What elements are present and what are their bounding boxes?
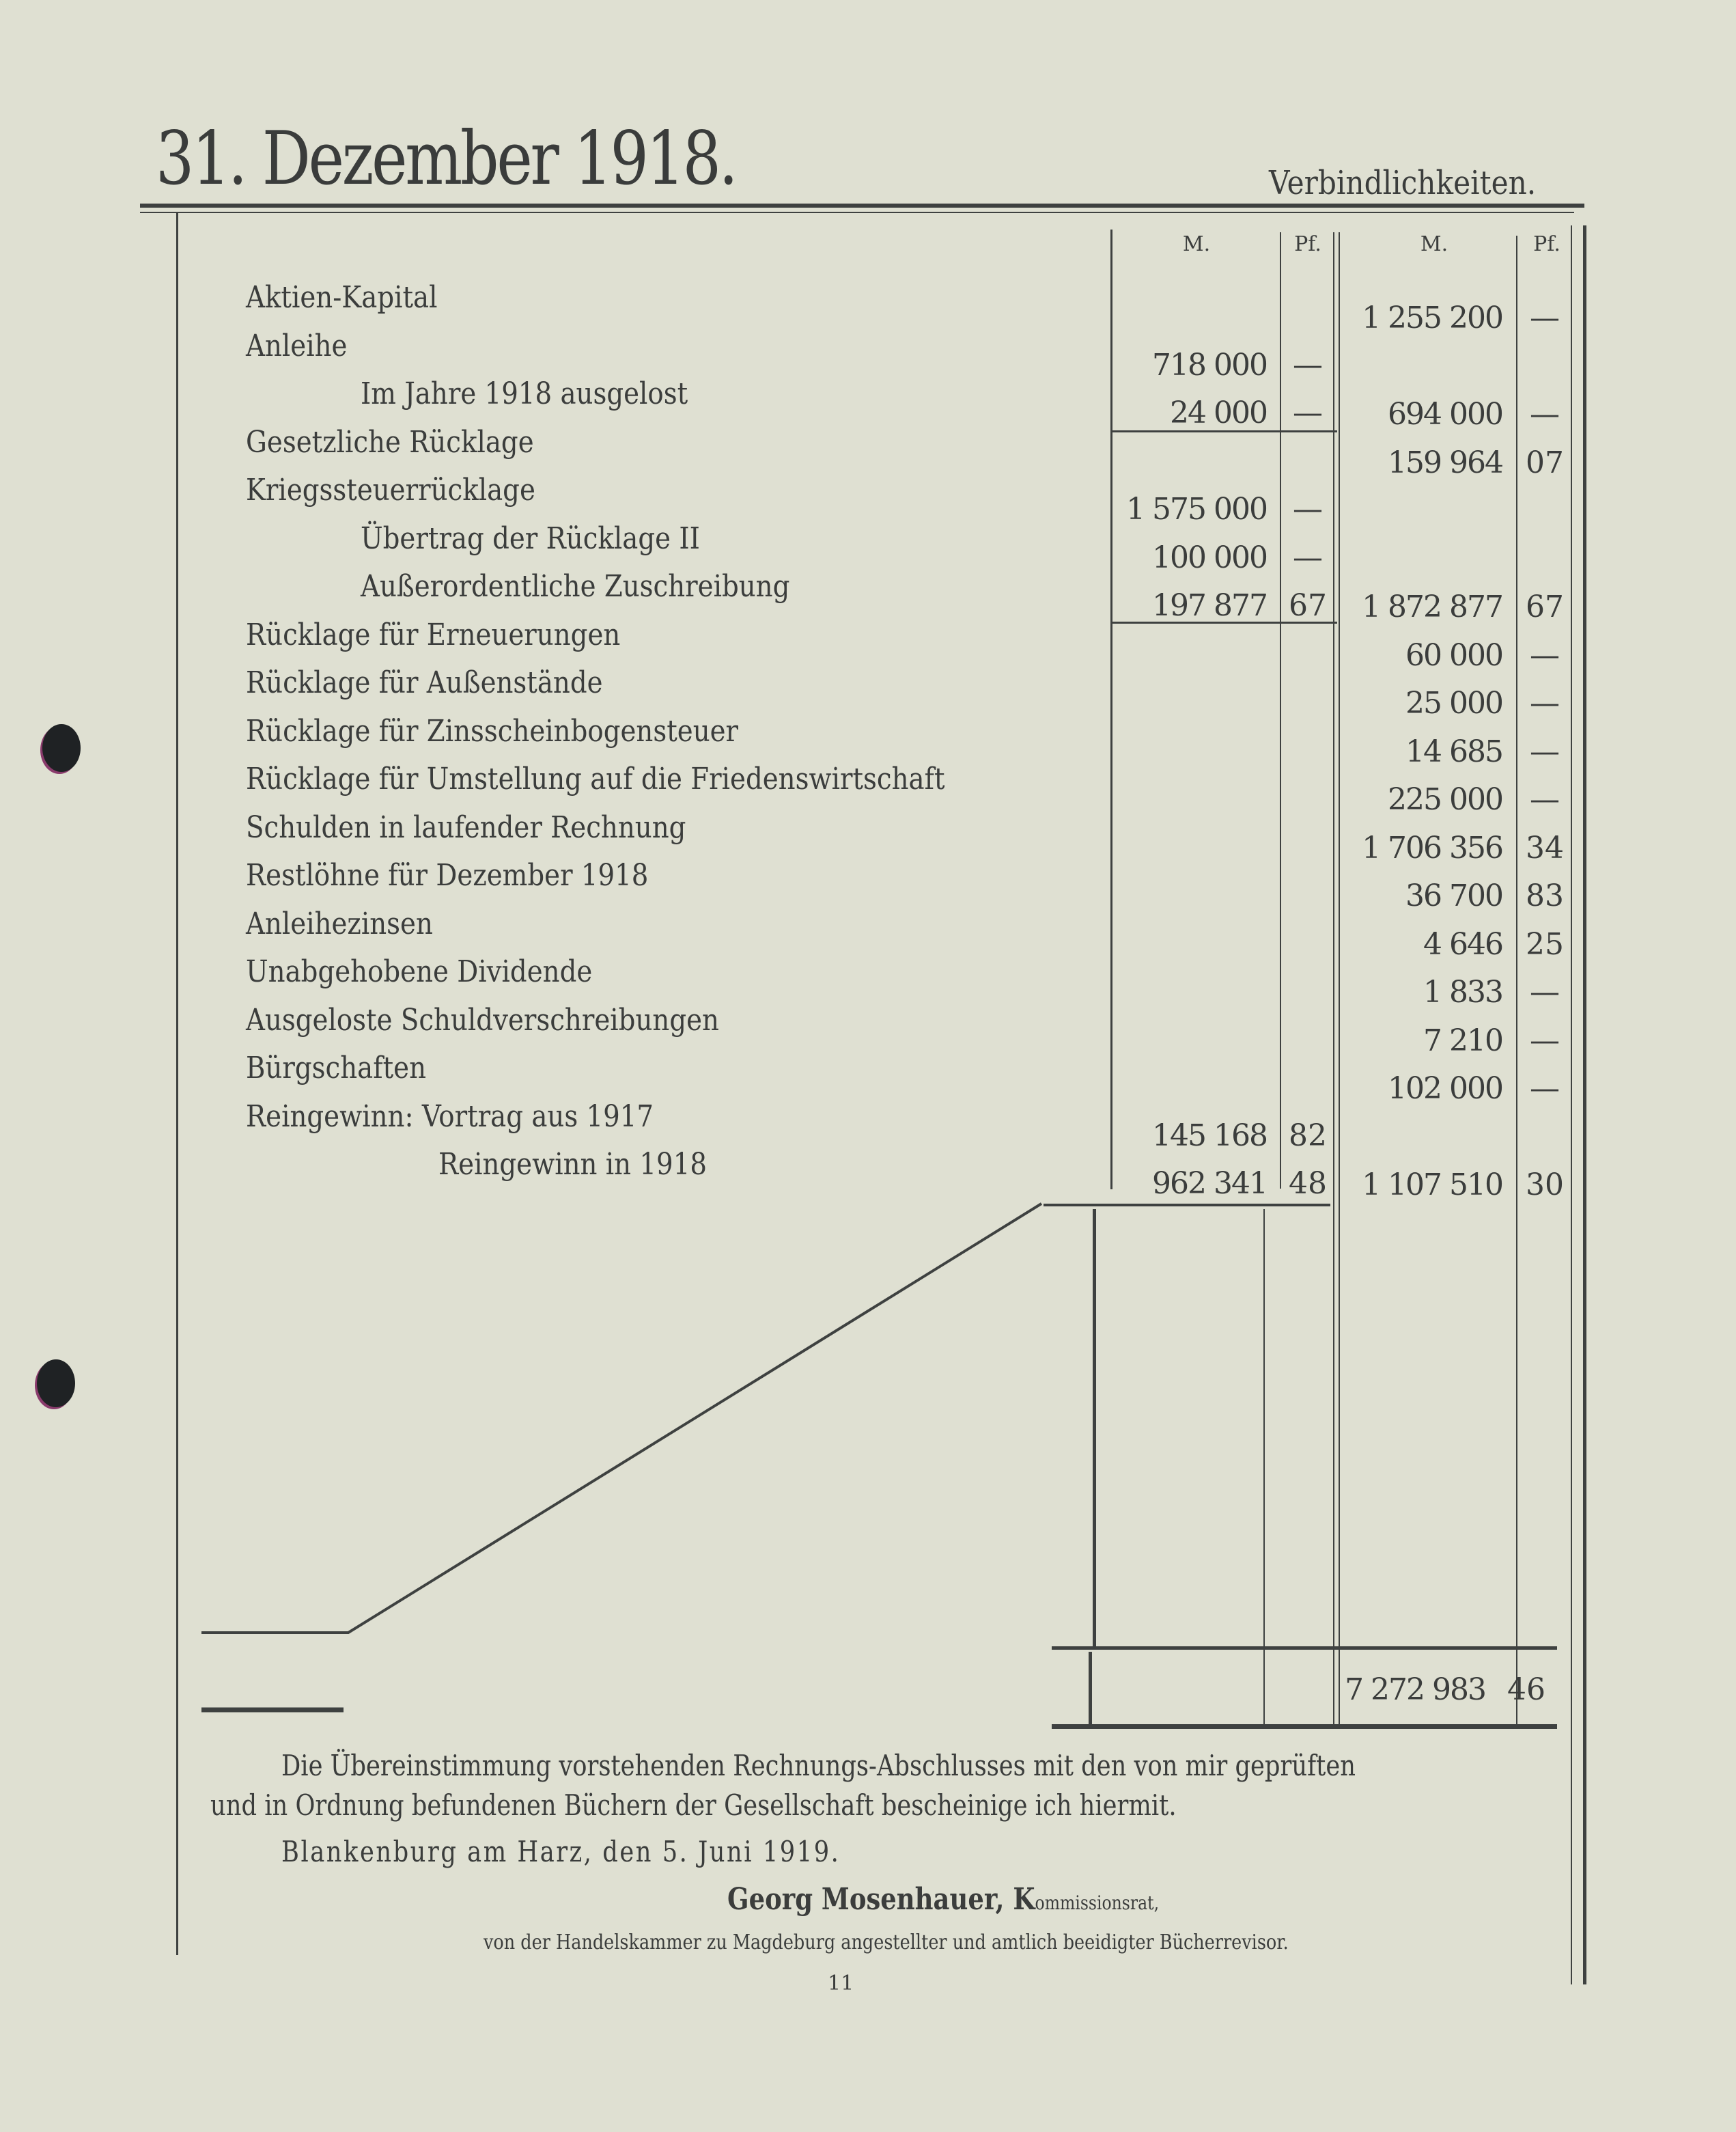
row-label: Übertrag der Rücklage II — [361, 521, 700, 556]
amount-mark-2: 1 872 877 — [1362, 590, 1502, 624]
amount-mark-2: 4 646 — [1423, 926, 1502, 962]
amount-mark-1: 962 341 — [1152, 1166, 1267, 1201]
audit-statement-line1: Die Übereinstimmung vorstehenden Rechnungs-Abschlusses mit den von mir geprüften — [281, 1749, 1356, 1782]
amount-pf-2: 25 — [1526, 926, 1564, 962]
amount-pf-1: — — [1293, 540, 1323, 575]
row-label: Ausgeloste Schuldverschreibungen — [246, 1002, 719, 1038]
amount-mark-2: 36 700 — [1405, 878, 1502, 913]
amount-mark-2: 1 255 200 — [1362, 301, 1502, 335]
amount-mark-2: 1 833 — [1423, 975, 1502, 1010]
row-label: Gesetzliche Rücklage — [246, 424, 534, 460]
signatory-role: von der Handelskammer zu Magdeburg angestellter und amtlich beeidigter Bücherrevisor. — [484, 1930, 1289, 1954]
page-title: 31. Dezember 1918. — [156, 116, 736, 202]
signatory — [727, 1882, 1159, 1917]
amount-mark-1: 718 000 — [1152, 347, 1267, 383]
col-header-pf2: Pf. — [1533, 232, 1560, 256]
amount-mark-1: 145 168 — [1152, 1118, 1267, 1153]
row-label: Unabgehobene Dividende — [246, 954, 593, 989]
row-label: Anleihe — [246, 328, 348, 363]
amount-pf-2: — — [1530, 397, 1560, 432]
amount-pf-1: — — [1293, 347, 1323, 383]
row-label: Aktien-Kapital — [246, 280, 438, 315]
total-mark: 7 272 983 — [1345, 1672, 1485, 1707]
row-label: Anleihezinsen — [246, 906, 433, 941]
row-label: Restlöhne für Dezember 1918 — [246, 858, 649, 893]
amount-pf-2: — — [1530, 1071, 1560, 1106]
amount-pf-1: 82 — [1289, 1118, 1327, 1153]
signatory-name: Georg Mosenhauer, — [727, 1882, 1013, 1917]
amount-pf-2: — — [1530, 734, 1560, 769]
row-label: Bürgschaften — [246, 1051, 427, 1085]
amount-mark-2: 102 000 — [1388, 1071, 1502, 1106]
amount-mark-2: 1 107 510 — [1362, 1167, 1502, 1202]
amount-mark-2: 694 000 — [1388, 397, 1502, 432]
amount-mark-2: 225 000 — [1388, 782, 1502, 817]
place-date: Blankenburg am Harz, den 5. Juni 1919. — [281, 1835, 841, 1868]
amount-pf-2: — — [1530, 975, 1560, 1010]
col-header-m2: M. — [1420, 232, 1448, 256]
row-label: Reingewinn in 1918 — [438, 1147, 707, 1182]
amount-pf-1: 48 — [1289, 1166, 1327, 1201]
row-label: Kriegssteuerrücklage — [246, 473, 535, 508]
signatory-title-initial: K — [1013, 1882, 1035, 1917]
amount-mark-2: 60 000 — [1405, 637, 1502, 673]
amount-pf-2: 07 — [1526, 445, 1564, 480]
amount-mark-1: 197 877 — [1152, 588, 1267, 623]
amount-pf-2: 83 — [1526, 878, 1564, 913]
amount-mark-1: 1 575 000 — [1126, 492, 1267, 527]
amount-pf-2: 34 — [1526, 830, 1564, 866]
amount-pf-2: 30 — [1526, 1167, 1564, 1202]
amount-mark-2: 159 964 — [1388, 445, 1502, 480]
row-label: Im Jahre 1918 ausgelost — [361, 376, 688, 411]
amount-mark-2: 14 685 — [1405, 734, 1502, 769]
row-label: Rücklage für Außenstände — [246, 665, 603, 700]
amount-pf-2: — — [1530, 301, 1560, 335]
amount-pf-2: — — [1530, 637, 1560, 673]
row-label: Rücklage für Umstellung auf die Friedenswirtschaft — [246, 762, 945, 797]
total-pf: 46 — [1507, 1672, 1545, 1707]
amount-pf-1: — — [1293, 396, 1323, 430]
amount-pf-1: 67 — [1289, 588, 1327, 623]
col-header-m1: M. — [1182, 232, 1211, 256]
amount-mark-1: 24 000 — [1170, 396, 1267, 430]
row-label: Außerordentliche Zuschreibung — [361, 569, 790, 604]
amount-pf-2: — — [1530, 686, 1560, 721]
amount-pf-2: — — [1530, 782, 1560, 817]
page-number: 11 — [828, 1971, 854, 1995]
row-label: Reingewinn: Vortrag aus 1917 — [246, 1098, 654, 1134]
row-label: Rücklage für Zinsscheinbogensteuer — [246, 713, 739, 749]
amount-mark-2: 7 210 — [1423, 1023, 1502, 1058]
section-title: Verbindlichkeiten. — [1269, 164, 1537, 202]
closing-stroke — [201, 1204, 1041, 1633]
col-header-pf1: Pf. — [1294, 232, 1321, 256]
amount-mark-2: 25 000 — [1405, 686, 1502, 721]
amount-mark-1: 100 000 — [1152, 540, 1267, 575]
amount-pf-2: — — [1530, 1023, 1560, 1058]
signatory-title-rest: ommissionsrat, — [1035, 1892, 1160, 1914]
row-label: Schulden in laufender Rechnung — [246, 809, 686, 845]
amount-pf-2: 67 — [1526, 590, 1564, 624]
amount-pf-1: — — [1293, 492, 1323, 527]
amount-mark-2: 1 706 356 — [1362, 830, 1502, 866]
row-label: Rücklage für Erneuerungen — [246, 617, 621, 652]
audit-statement-line2: und in Ordnung befundenen Büchern der Gesellschaft bescheinige ich hiermit. — [210, 1788, 1177, 1822]
